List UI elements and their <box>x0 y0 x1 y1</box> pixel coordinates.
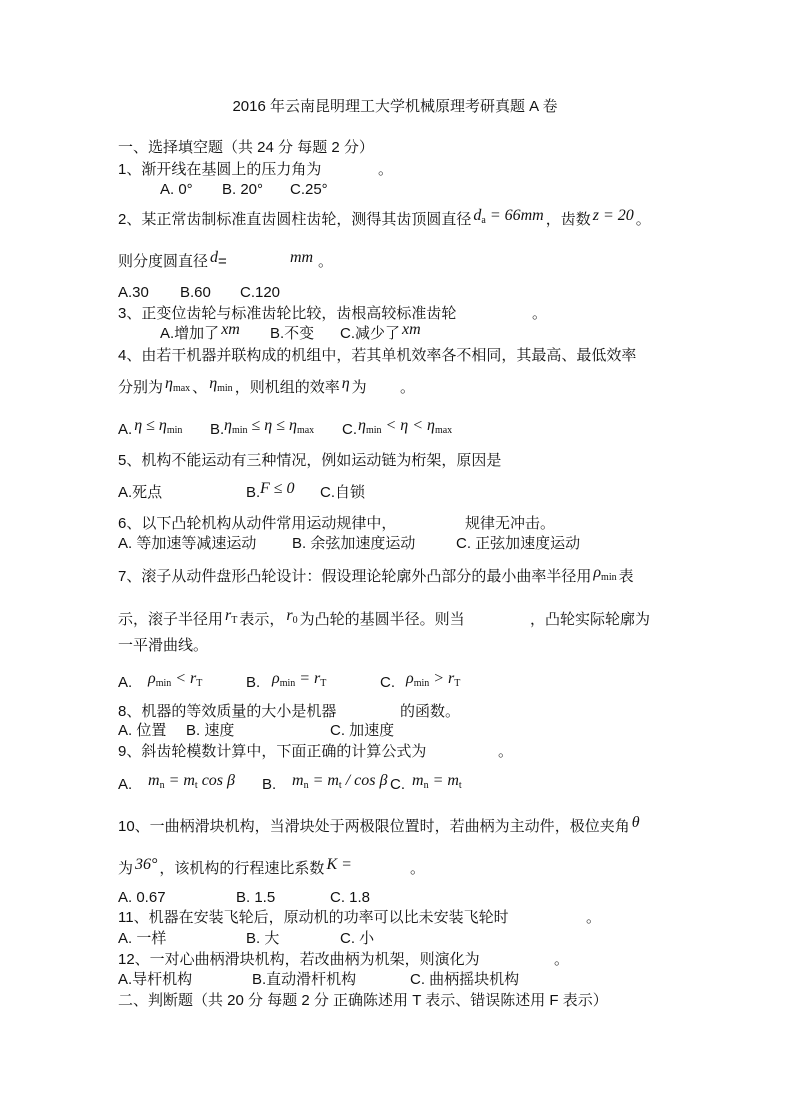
text-segment: ，该机构的行程速比系数 <box>159 860 325 877</box>
math-expression <box>473 207 543 224</box>
text-segment: C. 1.8 <box>330 889 371 906</box>
text-segment: 3、正变位齿轮与标准齿轮比较，齿根高较标准齿轮 <box>118 305 457 322</box>
text-line <box>118 514 556 534</box>
option-column <box>292 534 415 554</box>
math-text: z = 20 <box>592 207 634 224</box>
math-expression <box>402 321 421 338</box>
option-column <box>330 888 370 908</box>
option-column <box>146 670 204 698</box>
math-expression <box>135 856 157 873</box>
math-expression <box>224 417 314 434</box>
text-line <box>118 950 570 970</box>
math-subscript: max <box>434 425 453 436</box>
text-segment: C. 曲柄摇块机构 <box>410 971 520 988</box>
option-column <box>465 514 555 534</box>
text-segment: 8、机器的等效质量的大小是机器 <box>118 703 337 720</box>
text-segment: 。 <box>635 211 651 228</box>
text-segment: C. 小 <box>340 930 375 947</box>
math-text: 36° <box>135 856 158 873</box>
math-text: mm <box>290 249 314 266</box>
option-column <box>380 673 395 693</box>
math-text: ρ <box>272 670 280 687</box>
option-column <box>290 180 328 200</box>
math-text: = m <box>428 772 459 789</box>
math-text: η <box>224 417 232 434</box>
text-segment: 6、以下凸轮机构从动件常用运动规律中， <box>118 515 397 532</box>
math-subscript: 0 <box>292 615 298 626</box>
text-segment: A. <box>118 776 133 793</box>
option-column <box>410 859 425 879</box>
math-expression <box>593 564 616 581</box>
math-text: η <box>358 417 366 434</box>
text-segment: 9、斜齿轮模数计算中，下面正确的计算公式为 <box>118 743 427 760</box>
math-expression <box>210 249 218 266</box>
math-text: = m <box>164 772 195 789</box>
document-title: 2016 年云南昆明理工大学机械原理考研真题 A 卷 <box>232 98 558 115</box>
math-text: m <box>412 772 424 789</box>
math-expression <box>148 670 202 687</box>
math-subscript: T <box>454 678 461 689</box>
option-column <box>186 721 234 741</box>
text-segment: A.导杆机构 <box>118 971 193 988</box>
math-text: m <box>148 772 160 789</box>
text-segment: C. <box>342 421 357 438</box>
text-segment: A. 一样 <box>118 930 167 947</box>
text-segment: C. 加速度 <box>330 722 395 739</box>
option-column <box>340 321 423 344</box>
text-segment: 1、渐开线在基圆上的压力角为 <box>118 161 322 178</box>
math-expression <box>286 607 297 624</box>
text-segment: C. <box>390 776 405 793</box>
text-segment: 5、机构不能运动有三种情况，例如运动链为桁架，原因是 <box>118 452 502 469</box>
text-segment: ，则机组的效率 <box>234 379 340 396</box>
option-column <box>222 180 263 200</box>
math-subscript: min <box>601 572 617 583</box>
option-column <box>532 304 547 324</box>
option-column <box>218 252 227 272</box>
option-column <box>240 283 280 303</box>
text-segment: B. 20° <box>222 181 264 198</box>
text-segment: 。 <box>378 161 394 178</box>
math-subscript: T <box>231 615 238 626</box>
math-text: m <box>292 772 304 789</box>
option-column <box>146 772 237 800</box>
text-segment: 表 <box>618 568 634 585</box>
math-subscript: min <box>231 425 248 436</box>
text-segment: 规律无冲击。 <box>465 515 556 532</box>
math-text: d <box>210 249 219 266</box>
text-segment: 则分度圆直径 <box>118 253 209 270</box>
text-segment: 。 <box>318 253 334 270</box>
math-subscript: min <box>279 678 296 689</box>
text-segment: 二、判断题（共 20 分 每题 2 分 正确陈述用 T 表示、错误陈述用 F 表示） <box>118 992 608 1009</box>
text-line <box>118 346 636 366</box>
math-text: K = <box>326 856 352 873</box>
math-subscript: t <box>194 780 198 791</box>
text-segment: ，凸轮实际轮廓为 <box>530 611 651 628</box>
text-segment: A. <box>118 674 133 691</box>
text-segment: 、 <box>192 379 208 396</box>
math-subscript: min <box>365 425 382 436</box>
math-expression <box>326 856 351 873</box>
text-segment: 。 <box>410 860 426 877</box>
text-segment: 。 <box>554 951 570 968</box>
text-segment: C.25° <box>290 181 328 198</box>
option-column <box>356 417 454 445</box>
math-expression <box>221 321 240 338</box>
option-column <box>342 420 357 440</box>
option-column <box>586 908 601 928</box>
option-column <box>180 283 211 303</box>
option-column <box>318 252 333 272</box>
option-column <box>330 721 394 741</box>
text-segment: ，齿数 <box>545 211 591 228</box>
math-subscript: min <box>413 678 430 689</box>
text-segment: 为 <box>118 860 134 877</box>
math-expression <box>342 375 350 392</box>
text-segment: A. 位置 <box>118 722 167 739</box>
text-line <box>118 856 426 879</box>
math-expression <box>632 814 640 831</box>
text-segment: B.不变 <box>270 325 315 342</box>
math-expression <box>593 207 634 224</box>
math-expression <box>272 670 326 687</box>
text-segment: 11、机器在安装飞轮后，原动机的功率可以比未安装飞轮时 <box>118 909 509 926</box>
text-segment: B. 1.5 <box>236 889 276 906</box>
math-text: ≤ η ≤ η <box>247 417 297 434</box>
section-heading <box>118 138 374 158</box>
math-text: xm <box>221 321 240 338</box>
option-column <box>400 378 415 398</box>
text-line <box>118 283 281 303</box>
text-segment: 2、某正常齿制标准直齿圆柱齿轮，测得其齿顶圆直径 <box>118 211 472 228</box>
math-expression <box>290 249 313 266</box>
option-column <box>320 483 365 503</box>
text-segment: 的函数。 <box>400 703 461 720</box>
text-segment: B. <box>262 776 277 793</box>
text-line <box>118 772 462 795</box>
text-segment: 一、选择填空题（共 24 分 每题 2 分） <box>118 139 374 156</box>
text-segment: C.减少了 <box>340 325 401 342</box>
text-line <box>118 888 371 908</box>
math-text: xm <box>402 321 421 338</box>
text-segment: A. <box>118 421 133 438</box>
section-heading <box>118 991 608 1011</box>
option-column <box>410 772 464 800</box>
math-subscript: a <box>481 215 486 226</box>
math-subscript: t <box>458 780 462 791</box>
math-subscript: n <box>303 780 309 791</box>
text-line <box>118 929 375 949</box>
math-text: = m <box>308 772 339 789</box>
option-column <box>222 417 316 445</box>
text-segment: C. 正弦加速度运动 <box>456 535 581 552</box>
option-column <box>340 929 374 949</box>
math-text: η <box>341 375 350 392</box>
option-column <box>270 670 328 698</box>
text-segment: B.60 <box>180 284 211 301</box>
math-subscript: max <box>296 425 315 436</box>
math-text: / cos β <box>341 772 388 789</box>
option-column <box>236 888 275 908</box>
math-text: r <box>225 607 232 624</box>
math-subscript: min <box>166 425 183 436</box>
text-line <box>118 451 501 471</box>
option-column <box>270 324 314 344</box>
math-text: ρ <box>406 670 414 687</box>
text-line <box>118 742 514 762</box>
text-segment: B.直动滑杆机构 <box>252 971 357 988</box>
math-text: = r <box>295 670 321 687</box>
text-line <box>118 702 461 722</box>
text-segment: 为 <box>351 379 367 396</box>
math-expression <box>225 607 237 624</box>
option-column <box>262 775 276 795</box>
text-line <box>118 607 651 635</box>
text-line <box>118 908 602 928</box>
text-segment: 为凸轮的基圆半径。则当 <box>299 611 465 628</box>
text-segment: C. <box>380 674 395 691</box>
option-column <box>378 160 393 180</box>
option-column <box>246 929 279 949</box>
math-subscript: min <box>155 678 172 689</box>
math-expression <box>209 375 233 392</box>
text-segment: C.120 <box>240 284 281 301</box>
text-line <box>160 321 421 344</box>
text-segment: 10、一曲柄滑块机构，当滑块处于两极限位置时，若曲柄为主动件，极位夹角 <box>118 818 630 835</box>
text-line <box>118 207 651 235</box>
math-text: < η < η <box>381 417 435 434</box>
option-column <box>456 534 580 554</box>
math-text: r <box>286 607 293 624</box>
text-segment: = <box>218 253 227 270</box>
option-column <box>498 742 513 762</box>
math-expression <box>358 417 452 434</box>
math-text: F ≤ 0 <box>260 480 295 497</box>
text-line <box>118 160 394 180</box>
option-column <box>258 480 297 503</box>
math-expression <box>148 772 235 789</box>
text-line <box>118 970 520 990</box>
option-column <box>404 670 462 698</box>
text-line <box>118 814 642 837</box>
option-column <box>290 772 389 800</box>
text-segment: B. 余弦加速度运动 <box>292 535 416 552</box>
text-segment: A. 等加速等减速运动 <box>118 535 257 552</box>
math-expression <box>412 772 462 789</box>
text-segment: B. <box>246 674 261 691</box>
math-text: η ≤ η <box>134 417 167 434</box>
text-segment: A.死点 <box>118 484 163 501</box>
math-text: < r <box>171 670 197 687</box>
math-text: η <box>209 375 218 392</box>
option-column <box>288 249 315 272</box>
math-text: ρ <box>148 670 156 687</box>
option-column <box>400 702 460 722</box>
math-subscript: T <box>320 678 327 689</box>
text-segment: 表示， <box>239 611 285 628</box>
text-line <box>160 180 328 200</box>
math-subscript: min <box>217 383 233 394</box>
text-segment: C.自锁 <box>320 484 366 501</box>
option-column <box>530 610 650 630</box>
text-segment: B. <box>246 484 261 501</box>
text-segment: 一平滑曲线。 <box>118 637 209 654</box>
option-column <box>554 950 569 970</box>
text-segment: A. 0° <box>160 181 193 198</box>
math-expression <box>260 480 295 497</box>
text-line <box>118 375 416 403</box>
option-column <box>246 673 260 693</box>
math-expression <box>165 375 190 392</box>
option-column <box>390 775 405 795</box>
text-segment: B. 大 <box>246 930 280 947</box>
text-segment: A.30 <box>118 284 149 301</box>
text-segment: 。 <box>586 909 602 926</box>
text-line <box>118 480 366 503</box>
text-segment: 12、一对心曲柄滑块机构，若改曲柄为机架，则演化为 <box>118 951 480 968</box>
math-expression <box>406 670 460 687</box>
math-text: = 66mm <box>485 207 544 224</box>
math-text: θ <box>631 814 640 831</box>
text-line <box>118 636 208 656</box>
text-segment: B. 速度 <box>186 722 235 739</box>
option-column <box>252 970 356 990</box>
text-segment: 示，滚子半径用 <box>118 611 224 628</box>
text-segment: 4、由若干机器并联构成的机组中，若其单机效率各不相同，其最高、最低效率 <box>118 347 637 364</box>
math-text: d <box>473 207 482 224</box>
text-segment: 。 <box>498 743 514 760</box>
math-text: > r <box>429 670 455 687</box>
math-text: η <box>165 375 173 392</box>
text-line <box>118 721 395 741</box>
text-line <box>118 564 634 592</box>
math-text: ρ <box>593 564 602 581</box>
math-text: cos β <box>197 772 235 789</box>
text-segment: A. 0.67 <box>118 889 166 906</box>
math-expression <box>134 417 182 434</box>
math-subscript: n <box>423 780 429 791</box>
text-segment: 。 <box>400 379 416 396</box>
math-expression <box>292 772 387 789</box>
text-line <box>118 670 461 693</box>
math-subscript: max <box>172 383 191 394</box>
math-subscript: T <box>196 678 203 689</box>
text-segment: 7、滚子从动件盘形凸轮设计：假设理论轮廓外凸部分的最小曲率半径用 <box>118 568 592 585</box>
math-subscript: t <box>338 780 342 791</box>
text-line <box>118 249 334 272</box>
text-segment: 分别为 <box>118 379 164 396</box>
text-segment: A.增加了 <box>160 325 220 342</box>
text-segment: B. <box>210 421 225 438</box>
option-column <box>410 970 519 990</box>
math-subscript: n <box>159 780 165 791</box>
text-segment: 。 <box>532 305 548 322</box>
text-line <box>118 534 581 554</box>
